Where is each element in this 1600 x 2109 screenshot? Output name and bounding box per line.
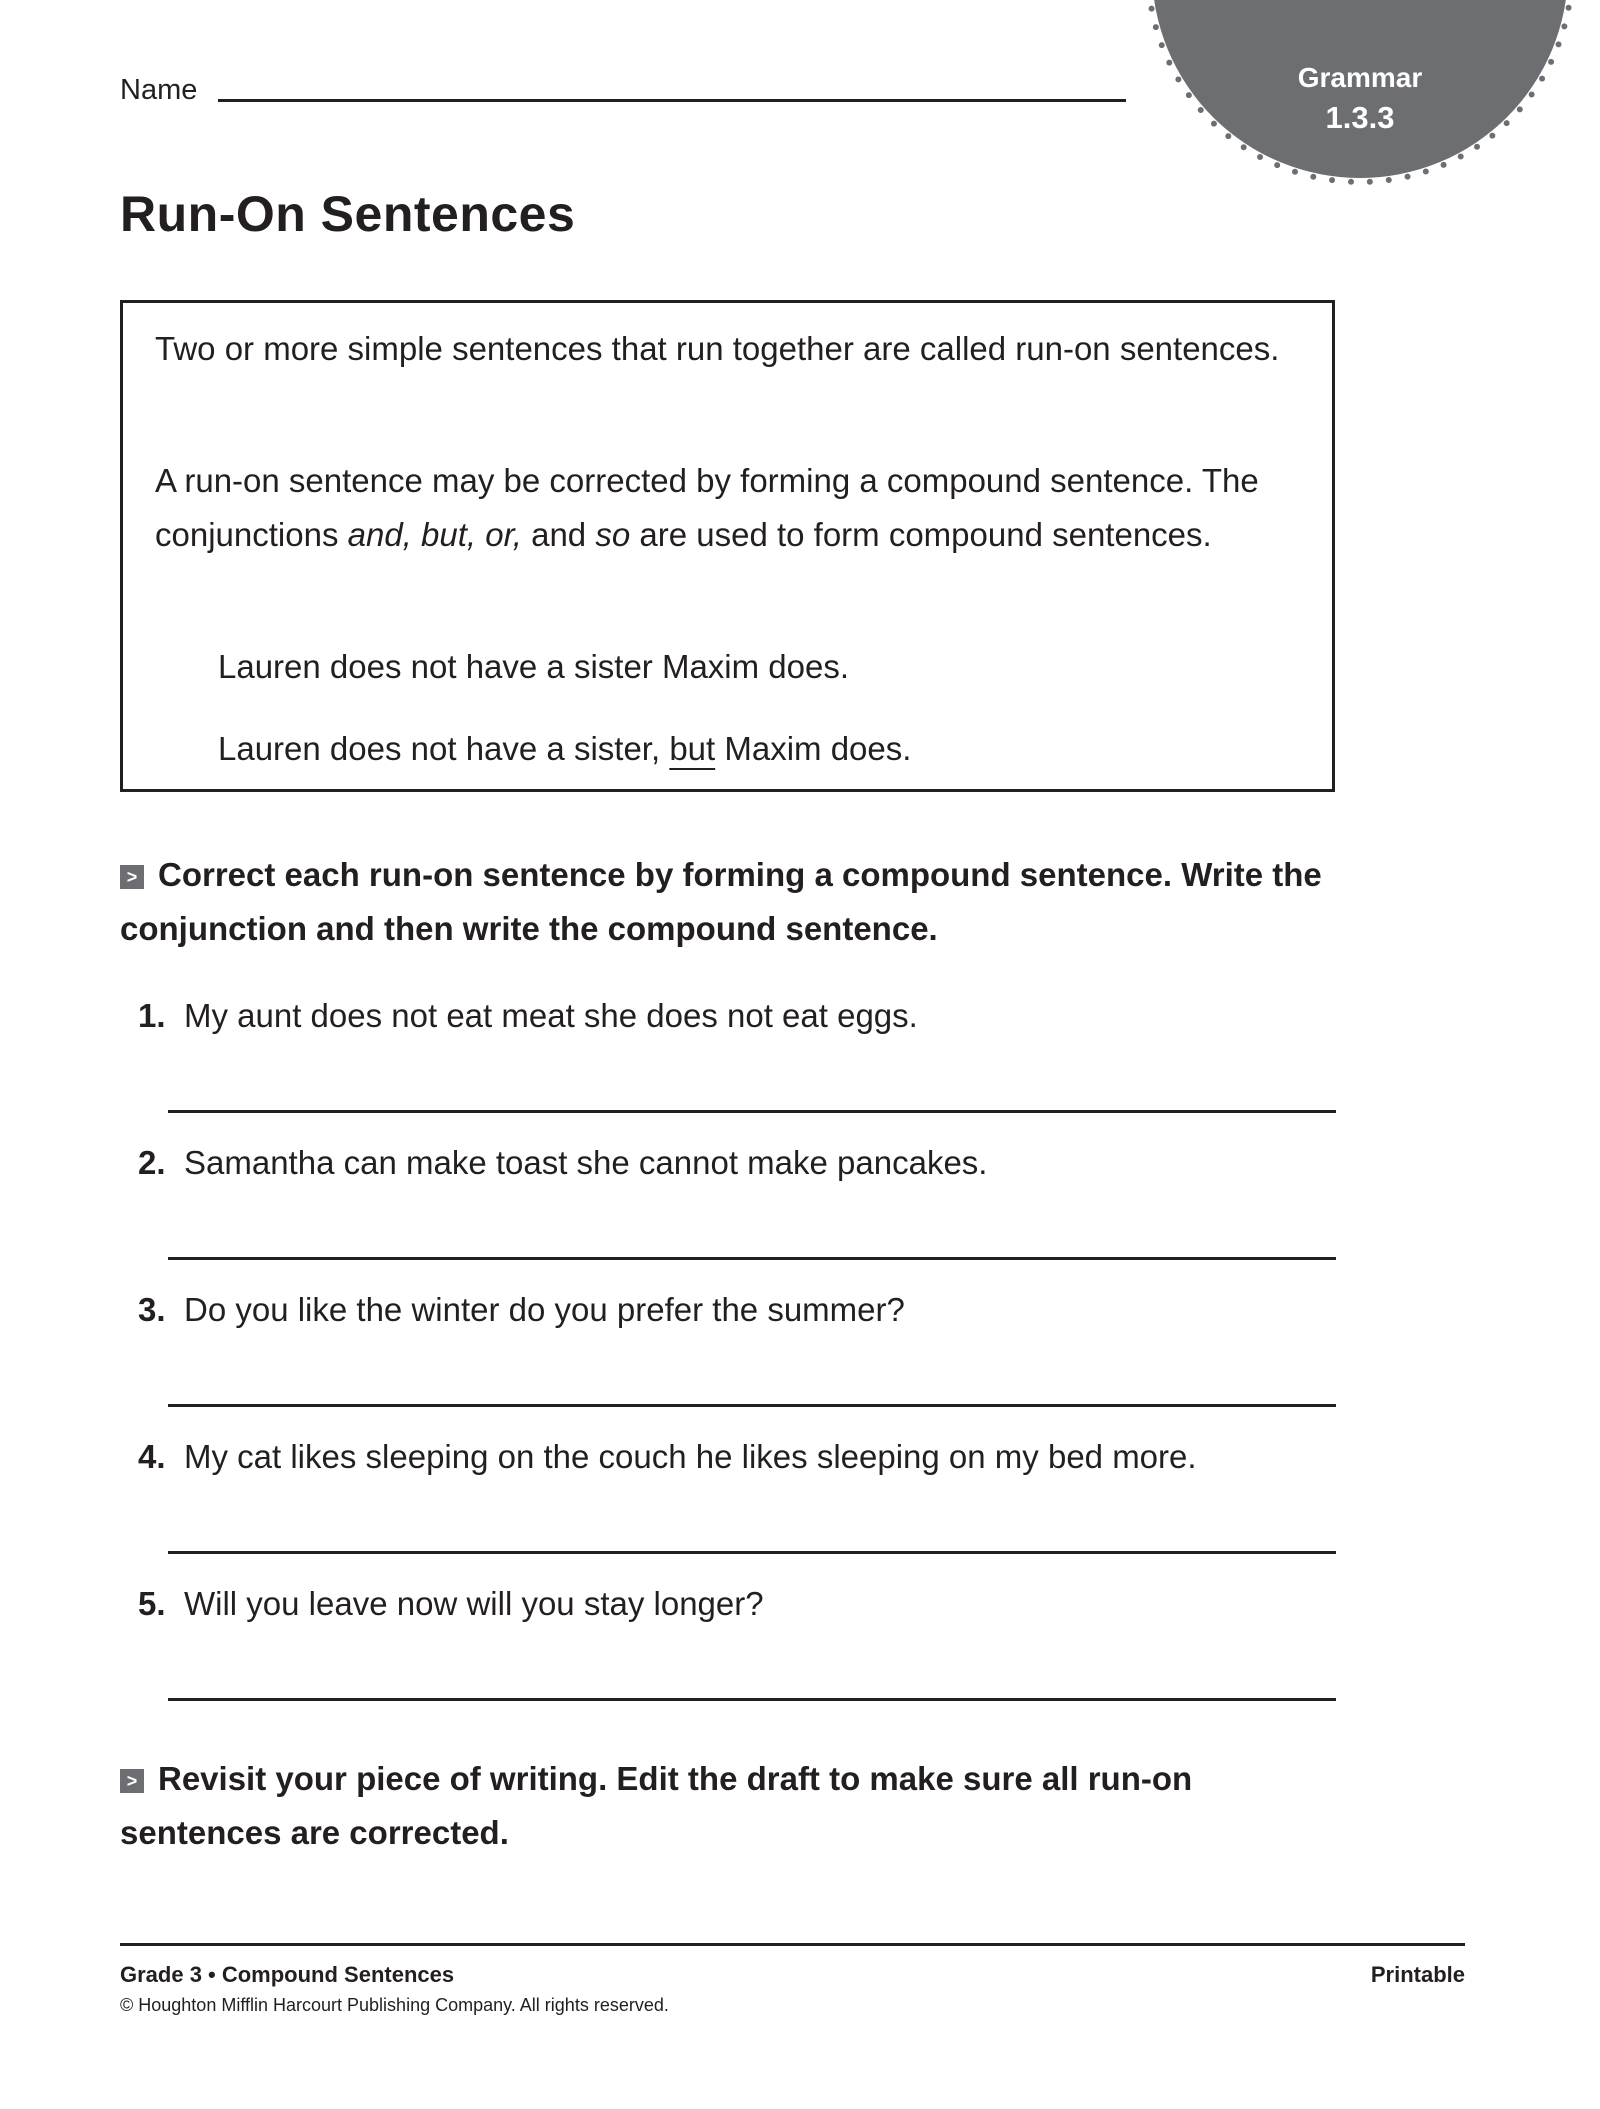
arrow-right-box-icon: > — [120, 865, 144, 889]
item-number: 4. — [138, 1438, 166, 1475]
badge-number: 1.3.3 — [1325, 100, 1395, 135]
answer-line[interactable] — [168, 1404, 1336, 1407]
answer-line[interactable] — [168, 1257, 1336, 1260]
page-title: Run-On Sentences — [120, 186, 576, 242]
list-item — [138, 1438, 1338, 1476]
example-compound — [218, 722, 1358, 776]
copyright: © Houghton Mifflin Harcourt Publishing Company. All rights reserved. — [120, 1995, 669, 2015]
rule-text-part: and — [521, 516, 596, 553]
footer-printable: Printable — [1370, 1962, 1465, 1987]
conjunction-so: so — [595, 516, 631, 553]
item-text: Samantha can make toast she cannot make pancakes. — [184, 1144, 988, 1181]
footer-course: Grade 3 • Compound Sentences — [120, 1962, 455, 1987]
underlined-conjunction: but — [669, 730, 716, 767]
example-run-on: Lauren does not have a sister Maxim does. — [218, 648, 850, 685]
rule-text-part: are used to form compound sentences. — [630, 516, 1212, 553]
rule-text-part: A run-on sentence may be corrected by forming a compound sentence. The conjunctions — [155, 462, 1259, 553]
directions-1 — [120, 848, 1340, 956]
list-item — [138, 1144, 1338, 1182]
name-field-line[interactable] — [218, 99, 1126, 102]
item-number: 1. — [138, 997, 166, 1034]
example-text-part: Lauren does not have a sister, — [218, 730, 670, 767]
example-text-part: Maxim does. — [715, 730, 912, 767]
list-item — [138, 997, 1338, 1035]
footer-divider — [120, 1943, 1465, 1946]
item-number: 3. — [138, 1291, 166, 1328]
item-text: Will you leave now will you stay longer? — [184, 1585, 764, 1622]
answer-line[interactable] — [168, 1698, 1336, 1701]
item-text: Do you like the winter do you prefer the summer? — [184, 1291, 905, 1328]
list-item — [138, 1291, 1338, 1329]
directions-2-text: Revisit your piece of writing. Edit the draft to make sure all run-on sentences are corrected. — [120, 1760, 1193, 1851]
list-item — [138, 1585, 1338, 1623]
answer-line[interactable] — [168, 1110, 1336, 1113]
arrow-right-box-icon: > — [120, 1769, 144, 1793]
conjunction-list: and, but, or, — [347, 516, 522, 553]
name-label: Name — [120, 74, 198, 106]
item-text: My aunt does not eat meat she does not eat eggs. — [184, 997, 918, 1034]
directions-1-text: Correct each run-on sentence by forming a compound sentence. Write the conjunction and then write the compound sentence. — [120, 856, 1322, 947]
directions-2 — [120, 1752, 1340, 1860]
badge-label: Grammar — [1297, 62, 1423, 93]
lesson-badge — [1140, 0, 1580, 190]
item-text: My cat likes sleeping on the couch he likes sleeping on my bed more. — [184, 1438, 1197, 1475]
rule-paragraph-2 — [155, 454, 1295, 562]
rule-paragraph-1: Two or more simple sentences that run together are called run-on sentences. — [155, 330, 1280, 367]
answer-line[interactable] — [168, 1551, 1336, 1554]
item-number: 5. — [138, 1585, 166, 1622]
item-number: 2. — [138, 1144, 166, 1181]
